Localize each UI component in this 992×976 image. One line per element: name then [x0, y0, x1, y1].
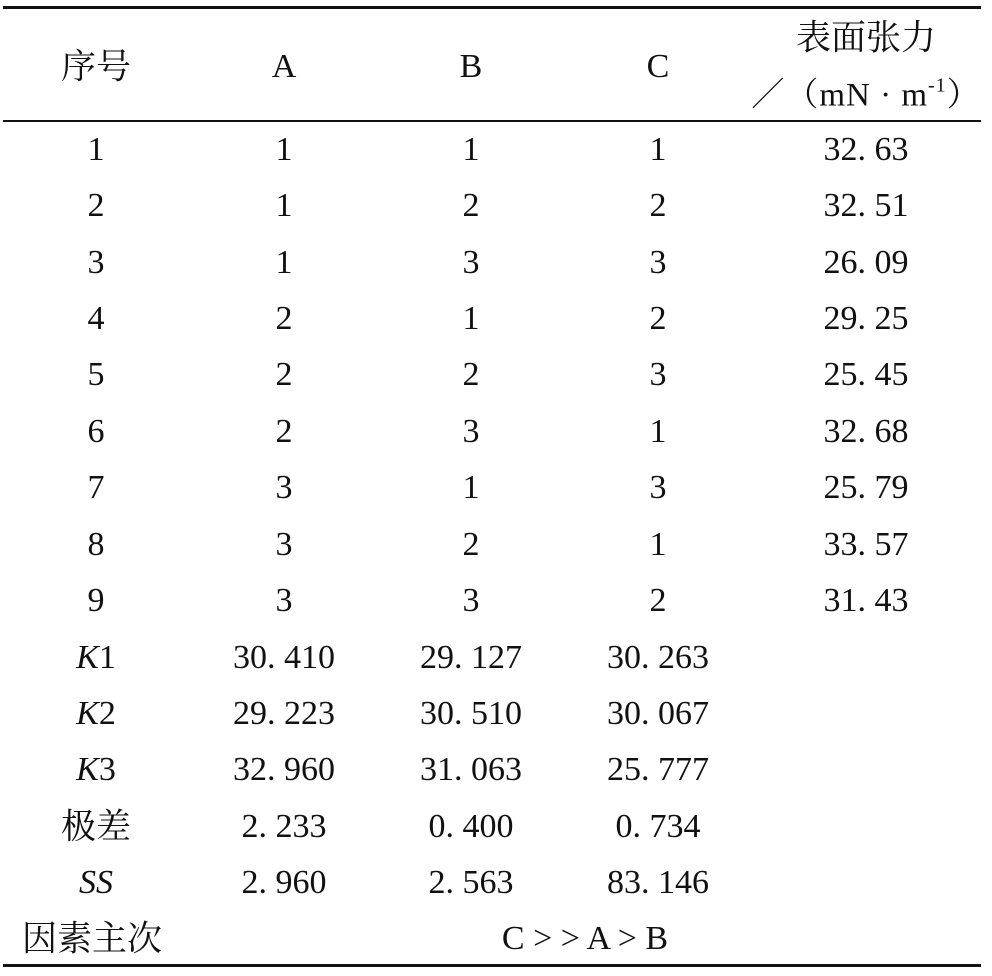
cell-a: 1 — [275, 187, 293, 224]
cell-a: 2 — [275, 413, 293, 450]
stat-index: 2 — [98, 695, 116, 732]
row-index: 6 — [87, 413, 105, 450]
header-index: 序号 — [60, 47, 132, 87]
stat-symbol: SS — [79, 864, 113, 901]
stat-a: 2. 233 — [241, 808, 327, 845]
stat-symbol: K — [76, 639, 99, 676]
row-index: 3 — [87, 244, 105, 281]
cell-a: 2 — [275, 356, 293, 393]
cell-a: 1 — [275, 131, 293, 168]
cell-a: 3 — [275, 469, 293, 506]
cell-c: 1 — [649, 413, 667, 450]
cell-c: 2 — [649, 300, 667, 337]
header-unit-exponent: -1 — [928, 74, 947, 97]
stat-c: 30. 067 — [607, 695, 709, 732]
cell-b: 2 — [462, 187, 480, 224]
row-index: 8 — [87, 526, 105, 563]
stat-b: 30. 510 — [420, 695, 522, 732]
cell-tension: 32. 63 — [823, 131, 909, 168]
cell-c: 3 — [649, 469, 667, 506]
bottom-rule — [3, 964, 981, 967]
stat-label — [76, 641, 116, 675]
header-unit — [751, 76, 980, 113]
header-surface-tension: 表面张力 — [795, 18, 937, 58]
stat-c: 30. 263 — [607, 639, 709, 676]
header-factor-b: B — [459, 48, 483, 85]
cell-tension: 25. 79 — [823, 469, 909, 506]
row-index: 9 — [87, 582, 105, 619]
header-rule — [3, 120, 981, 122]
cell-b: 3 — [462, 413, 480, 450]
header-factor-a: A — [271, 48, 297, 85]
stat-label — [60, 807, 132, 847]
stat-b: 2. 563 — [428, 864, 514, 901]
stat-b: 0. 400 — [428, 808, 514, 845]
row-index: 2 — [87, 187, 105, 224]
cell-tension: 33. 57 — [823, 526, 909, 563]
cell-c: 1 — [649, 131, 667, 168]
cell-b: 1 — [462, 469, 480, 506]
stat-a: 30. 410 — [233, 639, 335, 676]
row-index: 4 — [87, 300, 105, 337]
stat-a: 2. 960 — [241, 864, 327, 901]
cell-a: 3 — [275, 526, 293, 563]
cell-b: 1 — [462, 300, 480, 337]
cell-tension: 31. 43 — [823, 582, 909, 619]
cell-a: 3 — [275, 582, 293, 619]
header-unit-suffix: ） — [946, 77, 981, 114]
cell-b: 3 — [462, 244, 480, 281]
cell-tension: 32. 68 — [823, 413, 909, 450]
cell-a: 1 — [275, 244, 293, 281]
cell-tension: 32. 51 — [823, 187, 909, 224]
cell-c: 1 — [649, 526, 667, 563]
header-unit-prefix: ／（mN · m — [751, 77, 928, 114]
row-index: 1 — [87, 131, 105, 168]
stat-label — [76, 753, 116, 787]
stat-a: 32. 960 — [233, 751, 335, 788]
stat-symbol: 极差 — [60, 807, 132, 847]
cell-c: 2 — [649, 187, 667, 224]
cell-b: 1 — [462, 131, 480, 168]
stat-c: 0. 734 — [615, 808, 701, 845]
stat-index: 3 — [98, 751, 116, 788]
cell-b: 2 — [462, 526, 480, 563]
cell-c: 3 — [649, 244, 667, 281]
stat-symbol: K — [76, 695, 99, 732]
cell-tension: 25. 45 — [823, 356, 909, 393]
stat-label — [76, 697, 116, 731]
cell-b: 3 — [462, 582, 480, 619]
cell-c: 2 — [649, 582, 667, 619]
factor-order-label: 因素主次 — [22, 919, 163, 959]
header-factor-c: C — [646, 48, 670, 85]
row-index: 7 — [87, 469, 105, 506]
cell-b: 2 — [462, 356, 480, 393]
stat-symbol: K — [76, 751, 99, 788]
stat-b: 29. 127 — [420, 639, 522, 676]
cell-tension: 29. 25 — [823, 300, 909, 337]
stat-a: 29. 223 — [233, 695, 335, 732]
stat-c: 25. 777 — [607, 751, 709, 788]
stat-index: 1 — [98, 639, 116, 676]
stat-label — [79, 866, 113, 900]
row-index: 5 — [87, 356, 105, 393]
factor-order-value: C > > A > B — [501, 920, 669, 957]
stat-c: 83. 146 — [607, 864, 709, 901]
cell-tension: 26. 09 — [823, 244, 909, 281]
cell-a: 2 — [275, 300, 293, 337]
cell-c: 3 — [649, 356, 667, 393]
stat-b: 31. 063 — [420, 751, 522, 788]
top-rule — [3, 6, 981, 9]
